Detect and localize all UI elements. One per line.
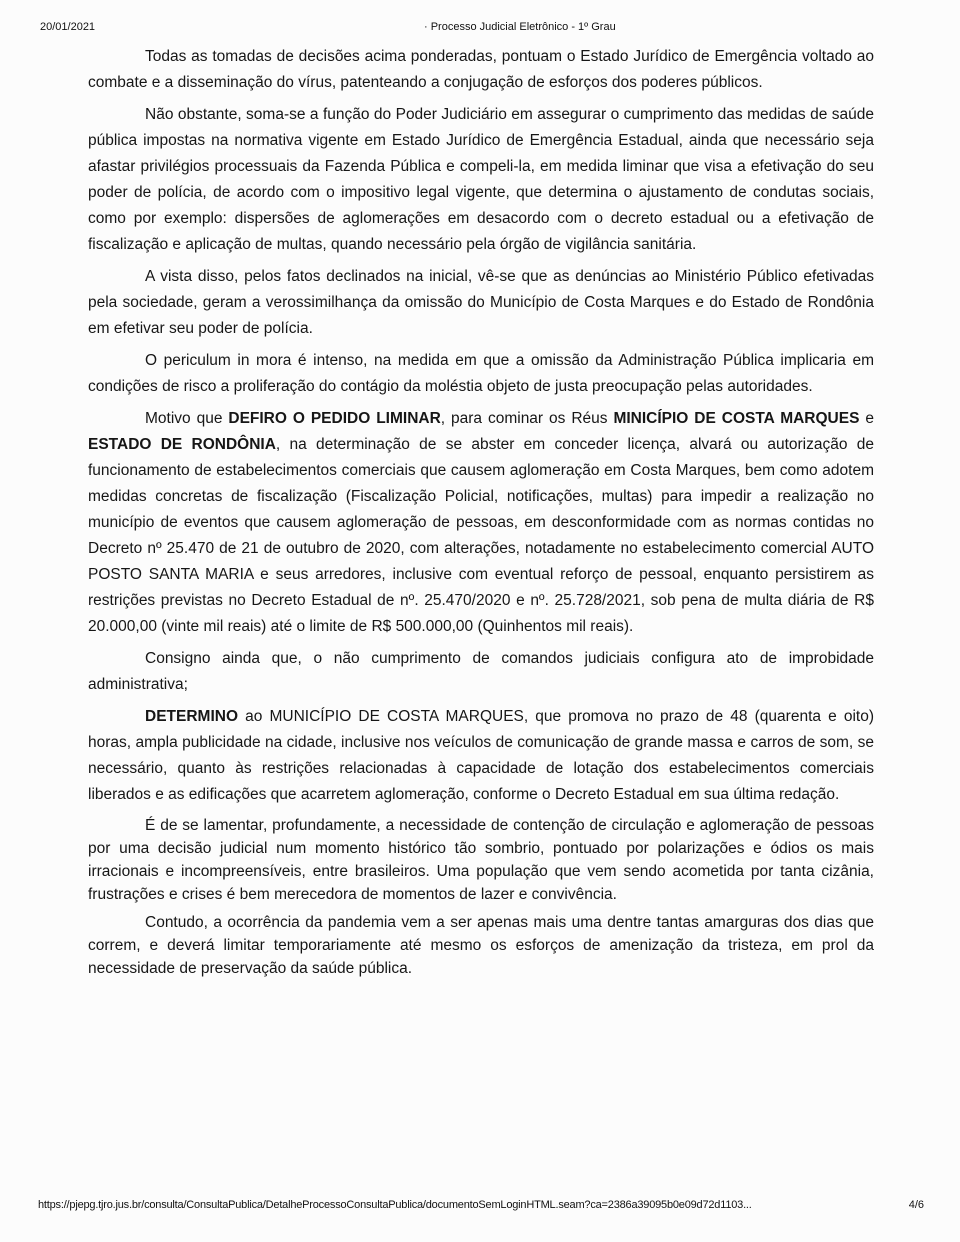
paragraph — [88, 44, 874, 96]
text-run-bold: DEFIRO O PEDIDO LIMINAR — [228, 410, 441, 427]
text-run: Não obstante, soma-se a função do Poder Judiciário em assegurar o cumprimento das medidas de saúde pública impostas na normativa vigente em Estado Jurídico de Emergência Estadual, ainda que necessário seja afastar privilégios processuais da Fazenda Pública e compeli-la, em medida liminar que visa a efetivação do seu poder de polícia, de acordo com o impositivo legal vigente, que determina o ajustamento de condutas sociais, como por exemplo: dispersões de aglomerações em desacordo com o decreto estadual ou a efetivação de fiscalização e aplicação de multas, quando necessário pela órgão de vigilância sanitária. — [88, 106, 874, 253]
text-run: , para cominar os Réus — [440, 410, 614, 427]
footer — [38, 1199, 924, 1211]
paragraph — [88, 102, 874, 258]
page-indicator: 4/6 — [908, 1199, 924, 1211]
text-run: ao MUNICÍPIO DE COSTA MARQUES, que promova no prazo de 48 (quarenta e oito) horas, ampla publicidade na cidade, inclusive nos veículos de comunicação de grande massa e carros de som, se necessário, quanto às restrições relacionadas à capacidade de lotação dos estabelecimentos comerciais liberados e as edificações que acarretem aglomeração, conforme o Decreto Estadual em sua última redação. — [88, 708, 874, 803]
paragraph — [88, 704, 874, 808]
text-run-bold: MINICÍPIO DE COSTA MARQUES — [613, 410, 860, 427]
text-run-bold: DETERMINO — [145, 708, 238, 725]
document-body — [88, 44, 874, 985]
text-run: Consigno ainda que, o não cumprimento de comandos judiciais configura ato de improbidade administrativa; — [88, 650, 874, 693]
text-run: Motivo que — [145, 410, 229, 427]
text-run: , na determinação de se abster em conceder licença, alvará ou autorização de funcionamento de estabelecimentos comerciais que causem aglomeração em Costa Marques, bem como adotem medidas concretas de fiscalização (Fiscalização Policial, notificações, multas) para impedir a realização no município de eventos que causem aglomeração de pessoas, em desconformidade com as normas contidas no Decreto nº 25.470 de 21 de outubro de 2020, com alterações, notadamente no estabelecimento comercial AUTO POSTO SANTA MARIA e seus arredores, inclusive com eventual reforço de pessoal, enquanto persistirem as restrições previstas no Decreto Estadual de nº. 25.470/2020 e nº. 25.728/2021, sob pena de multa diária de R$ 20.000,00 (vinte mil reais) até o limite de R$ 500.000,00 (Quinhentos mil reais). — [88, 436, 874, 635]
header-date: 20/01/2021 — [40, 21, 96, 33]
paragraph — [88, 348, 874, 400]
text-run: É de se lamentar, profundamente, a necessidade de contenção de circulação e aglomeração de pessoas por uma decisão judicial num momento histórico tão sombrio, pontuado por polarizações e ódios os mais irracionais e incompreensíveis, entre brasileiros. Uma população que vem sendo acometida por tanta cizânia, frustrações e crises é bem merecedora de momentos de lazer e convivência. — [88, 817, 874, 903]
paragraph — [88, 646, 874, 698]
paragraph — [88, 264, 874, 342]
text-run: O periculum in mora é intenso, na medida em que a omissão da Administração Pública implicaria em condições de risco a proliferação do contágio da moléstia objeto de justa preocupação pelas autoridades. — [88, 352, 874, 395]
paragraph — [88, 406, 874, 640]
paragraph — [88, 911, 874, 980]
header-title: · Processo Judicial Eletrônico - 1º Grau — [424, 21, 616, 33]
footer-url: https://pjepg.tjro.jus.br/consulta/ConsultaPublica/DetalheProcessoConsultaPublica/documentoSemLoginHTML.seam?ca=2386a39095b0e09d72d1103... — [38, 1199, 752, 1211]
paragraph — [88, 814, 874, 906]
text-run: Contudo, a ocorrência da pandemia vem a ser apenas mais uma dentre tantas amarguras dos dias que correm, e deverá limitar temporariamente até mesmo os esforços de amenização da tristeza, em prol da necessidade de preservação da saúde pública. — [88, 914, 874, 977]
text-run: A vista disso, pelos fatos declinados na inicial, vê-se que as denúncias ao Ministério Público efetivadas pela sociedade, geram a verossimilhança da omissão do Município de Costa Marques e do Estado de Rondônia em efetivar seu poder de polícia. — [88, 268, 874, 337]
text-run: e — [859, 410, 874, 427]
text-run-bold: ESTADO DE RONDÔNIA — [88, 436, 276, 453]
text-run: Todas as tomadas de decisões acima ponderadas, pontuam o Estado Jurídico de Emergência voltado ao combate e a disseminação do vírus, patenteando a conjugação de esforços dos poderes públicos. — [88, 48, 874, 91]
